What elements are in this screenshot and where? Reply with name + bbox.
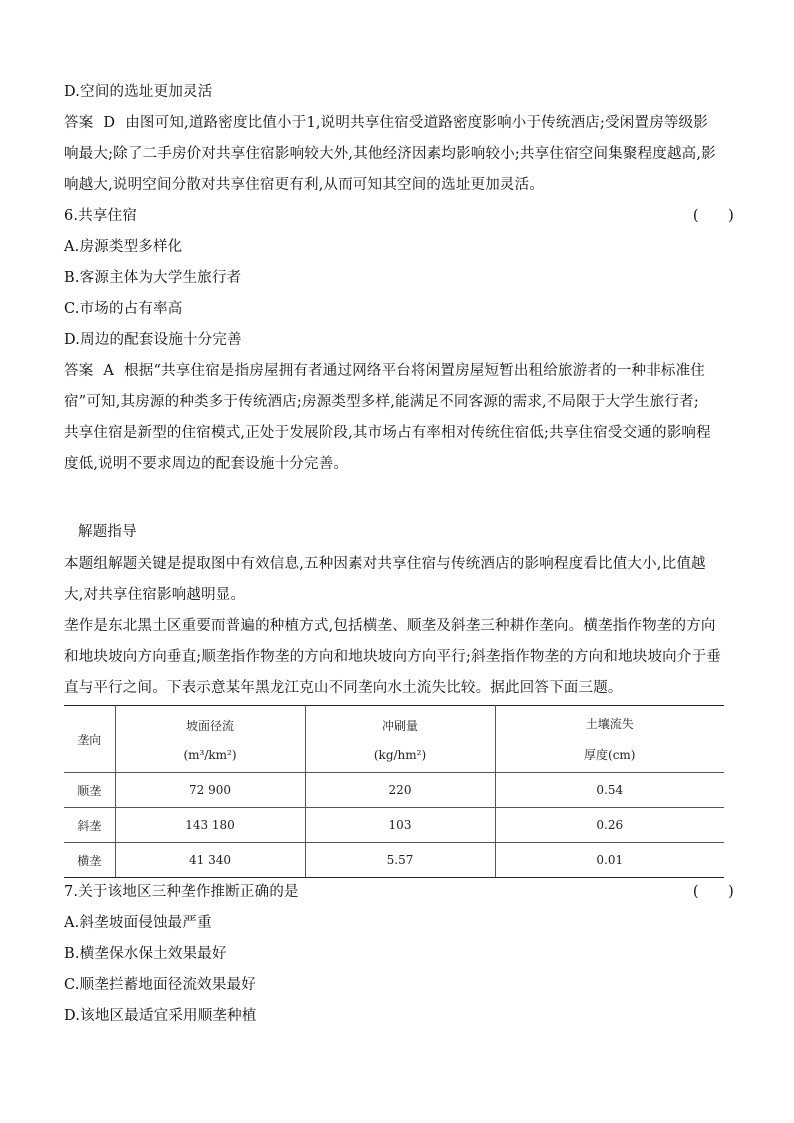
header-erosion: 冲刷量 (kg/hm²) [305,706,495,773]
guide-line-1: 本题组解题关键是提取图中有效信息,五种因素对共享住宿与传统酒店的影响程度看比值大小,比值越 [64,556,706,572]
table-cell: 顺垄 [64,773,115,808]
answer-label: 答案 [64,115,94,131]
q7-option-b: B.横垄保水保土效果最好 [64,946,227,962]
q6-option-b: B.客源主体为大学生旅行者 [64,270,242,286]
q7-stem: 7.关于该地区三种垄作推断正确的是 [64,884,299,900]
q6-option-d: D.周边的配套设施十分完善 [64,332,242,348]
table-cell: 5.57 [305,843,495,878]
table-row [64,773,724,808]
q6-stem-line [64,206,734,226]
answer-label: 答案 [64,363,94,379]
answer-key: A [103,363,115,379]
answer-explanation: 由图可知,道路密度比值小于1,说明共享住宿受道路密度影响小于传统酒店;受闲置房等级影 [125,115,708,131]
prev-option-d: D.空间的选址更加灵活 [64,84,213,100]
table-cell: 103 [305,808,495,843]
table-cell: 41 340 [115,843,305,878]
table-cell: 斜垄 [64,808,115,843]
q6-answer-line-4: 度低,说明不要求周边的配套设施十分完善。 [64,456,349,472]
intro-line-1: 垄作是东北黑土区重要而普遍的种植方式,包括横垄、顺垄及斜垄三种耕作垄向。横垄指作物垄的方向 [64,618,716,634]
q6-answer-blank: ( ) [692,208,734,224]
guide-heading: 解题指导 [78,524,137,540]
q7-answer-blank: ( ) [692,884,734,900]
prev-answer-line-1 [64,113,734,133]
header-ridge-direction: 垄向 [64,706,115,773]
table-cell: 0.54 [495,773,724,808]
q6-answer-line-3: 共享住宿是新型的住宿模式,正处于发展阶段,其市场占有率相对传统住宿低;共享住宿受交通的影响程 [64,425,711,441]
prev-answer-line-2: 响最大;除了二手房价对共享住宿影响较大外,其他经济因素均影响较小;共享住宿空间集聚程度越高,影 [64,146,716,162]
q7-stem-line [64,882,734,902]
table-header-row [64,706,724,773]
q6-option-c: C.市场的占有率高 [64,301,183,317]
intro-line-2: 和地块坡向方向垂直;顺垄指作物垄的方向和地块坡向方向平行;斜垄指作物垄的方向和地块坡向介于垂 [64,649,721,665]
q6-stem: 6.共享住宿 [64,208,138,224]
answer-key: D [103,115,116,131]
table-cell: 143 180 [115,808,305,843]
table-cell: 220 [305,773,495,808]
q7-option-c: C.顺垄拦蓄地面径流效果最好 [64,977,256,993]
header-runoff: 坡面径流 (m³/km²) [115,706,305,773]
q6-answer-line-2: 宿”可知,其房源的种类多于传统酒店;房源类型多样,能满足不同客源的需求,不局限于大学生旅行者; [64,394,699,410]
intro-line-3: 直与平行之间。下表示意某年黑龙江克山不同垄向水土流失比较。据此回答下面三题。 [64,680,623,696]
table-cell: 横垄 [64,843,115,878]
q7-option-a: A.斜垄坡面侵蚀最严重 [64,915,212,931]
q7-option-d: D.该地区最适宜采用顺垄种植 [64,1008,257,1024]
prev-answer-line-3: 响越大,说明空间分散对共享住宿更有利,从而可知其空间的选址更加灵活。 [64,177,545,193]
table-cell: 72 900 [115,773,305,808]
table-row [64,843,724,878]
answer-explanation: 根据“共享住宿是指房屋拥有者通过网络平台将闲置房屋短暂出租给旅游者的一种非标准住 [124,363,705,379]
soil-loss-table [64,705,724,878]
table-row [64,808,724,843]
q6-option-a: A.房源类型多样化 [64,239,183,255]
table-cell: 0.26 [495,808,724,843]
header-soil-loss: 土壤流失 厚度(cm) [495,706,724,773]
q6-answer-line-1 [64,361,734,381]
guide-line-2: 大,对共享住宿影响越明显。 [64,587,246,603]
table-cell: 0.01 [495,843,724,878]
